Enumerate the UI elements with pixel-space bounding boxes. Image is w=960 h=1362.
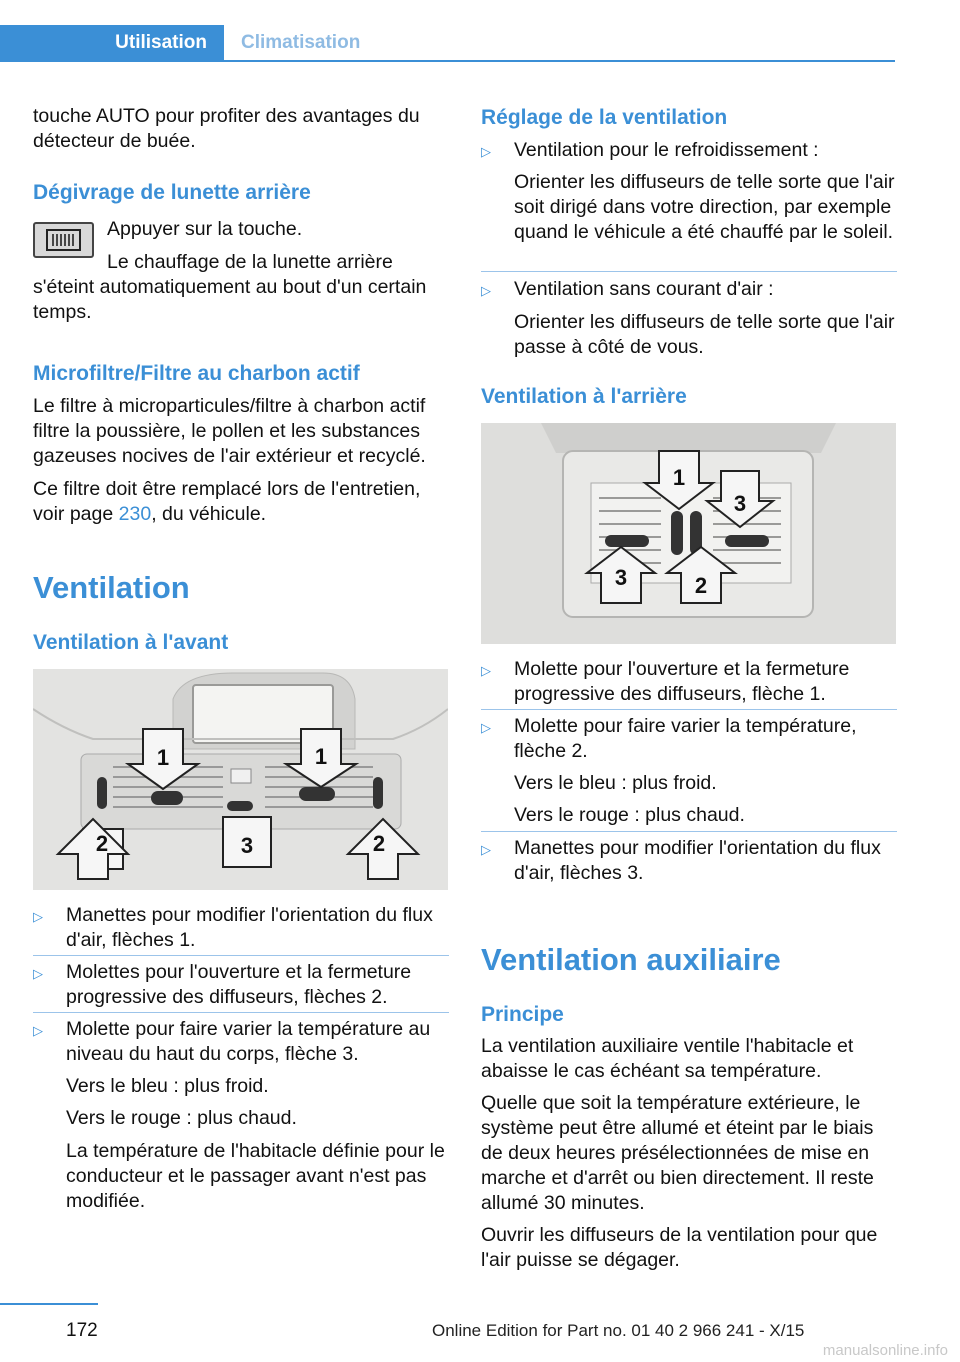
defrost-step: Appuyer sur la touche. xyxy=(107,218,303,240)
intro-paragraph: touche AUTO pour profiter des avantages du détecteur de buée. xyxy=(33,105,420,152)
defrost-desc-b: s'éteint automatiquement au bout d'un certain temps. xyxy=(33,276,427,323)
filter-paragraph-2: Ce filtre doit être remplacé lors de l'entretien, voir page 230, du véhicule. xyxy=(33,478,421,525)
ventilation-heading: Ventilation xyxy=(33,570,190,605)
rear-callout-2: 2 xyxy=(694,573,708,598)
front-callout-1a: 1 xyxy=(156,745,170,770)
separator xyxy=(481,271,897,272)
front-callout-2b: 2 xyxy=(372,831,386,856)
tab-utilisation[interactable]: Utilisation xyxy=(0,25,224,60)
filter-heading: Microfiltre/Filtre au charbon actif xyxy=(33,362,360,385)
triangle-bullet-icon: ▷ xyxy=(481,283,491,298)
front-sub-3: La température de l'habitacle définie pour le conducteur et le passager avant n'est pas modifiée. xyxy=(66,1140,445,1212)
setting-bullet-2-sub: Orienter les diffuseurs de telle sorte que l'air passe à côté de vous. xyxy=(514,311,895,358)
front-callout-2a: 2 xyxy=(95,831,109,856)
edition-text: Online Edition for Part no. 01 40 2 966 241 - X/15 xyxy=(432,1321,805,1340)
page-link[interactable]: 230 xyxy=(118,503,152,525)
front-sub-1: Vers le bleu : plus froid. xyxy=(66,1075,269,1097)
rear-ventilation-heading: Ventilation à l'arrière xyxy=(481,385,687,408)
rear-ventilation-image xyxy=(481,423,896,644)
footer-rule xyxy=(0,1303,98,1305)
front-sub-2: Vers le rouge : plus chaud. xyxy=(66,1107,297,1129)
aux-paragraph-3: Ouvrir les diffuseurs de la ventilation pour que l'air puisse se dégager. xyxy=(481,1224,878,1271)
principle-heading: Principe xyxy=(481,1003,564,1026)
page-number: 172 xyxy=(66,1320,98,1341)
tab-climatisation[interactable]: Climatisation xyxy=(241,32,361,53)
filter-paragraph-1: Le filtre à microparticules/filtre à charbon actif filtre la poussière, le pollen et les substances gazeuses nocives de l'air extérieur et recyclé. xyxy=(33,395,426,467)
separator xyxy=(481,831,897,832)
triangle-bullet-icon: ▷ xyxy=(481,144,491,159)
front-ventilation-heading: Ventilation à l'avant xyxy=(33,631,229,654)
separator xyxy=(33,955,449,956)
front-callout-3: 3 xyxy=(240,833,254,858)
separator xyxy=(33,1012,449,1013)
defrost-heading: Dégivrage de lunette arrière xyxy=(33,181,311,204)
watermark: manualsonline.info xyxy=(822,1342,948,1359)
setting-bullet-1-sub: Orienter les diffuseurs de telle sorte que l'air soit dirigé dans votre direction, par exemple quand le véhicule a été chauffé par le soleil. xyxy=(514,171,895,243)
separator xyxy=(481,709,897,710)
rear-callout-3a: 3 xyxy=(733,491,747,516)
triangle-bullet-icon: ▷ xyxy=(481,720,491,735)
triangle-bullet-icon: ▷ xyxy=(33,966,43,981)
triangle-bullet-icon: ▷ xyxy=(33,1023,43,1038)
triangle-bullet-icon: ▷ xyxy=(481,842,491,857)
front-callout-1b: 1 xyxy=(314,744,328,769)
aux-paragraph-1: La ventilation auxiliaire ventile l'habitacle et abaisse le cas échéant sa température. xyxy=(481,1035,854,1082)
front-ventilation-image xyxy=(33,669,448,890)
rear-callout-3b: 3 xyxy=(614,565,628,590)
rear-defrost-button-icon xyxy=(33,222,94,258)
setting-heading: Réglage de la ventilation xyxy=(481,106,728,129)
triangle-bullet-icon: ▷ xyxy=(33,909,43,924)
aux-paragraph-2: Quelle que soit la température extérieure, le système peut être allumé et éteint par le biais de deux heures présélectionnées de mise en marche et d'arrêt ou bien directement. Il reste allumé 30 minutes. xyxy=(481,1092,874,1214)
rear-callout-1: 1 xyxy=(672,465,686,490)
aux-ventilation-heading: Ventilation auxiliaire xyxy=(481,942,781,977)
defrost-desc-a: Le chauffage de la lunette arrière xyxy=(107,251,393,273)
rear-bullet-2-sub-1: Vers le bleu : plus froid. xyxy=(514,772,717,794)
header-tab-bar xyxy=(0,25,895,62)
rear-bullet-2-sub-2: Vers le rouge : plus chaud. xyxy=(514,804,745,826)
triangle-bullet-icon: ▷ xyxy=(481,663,491,678)
